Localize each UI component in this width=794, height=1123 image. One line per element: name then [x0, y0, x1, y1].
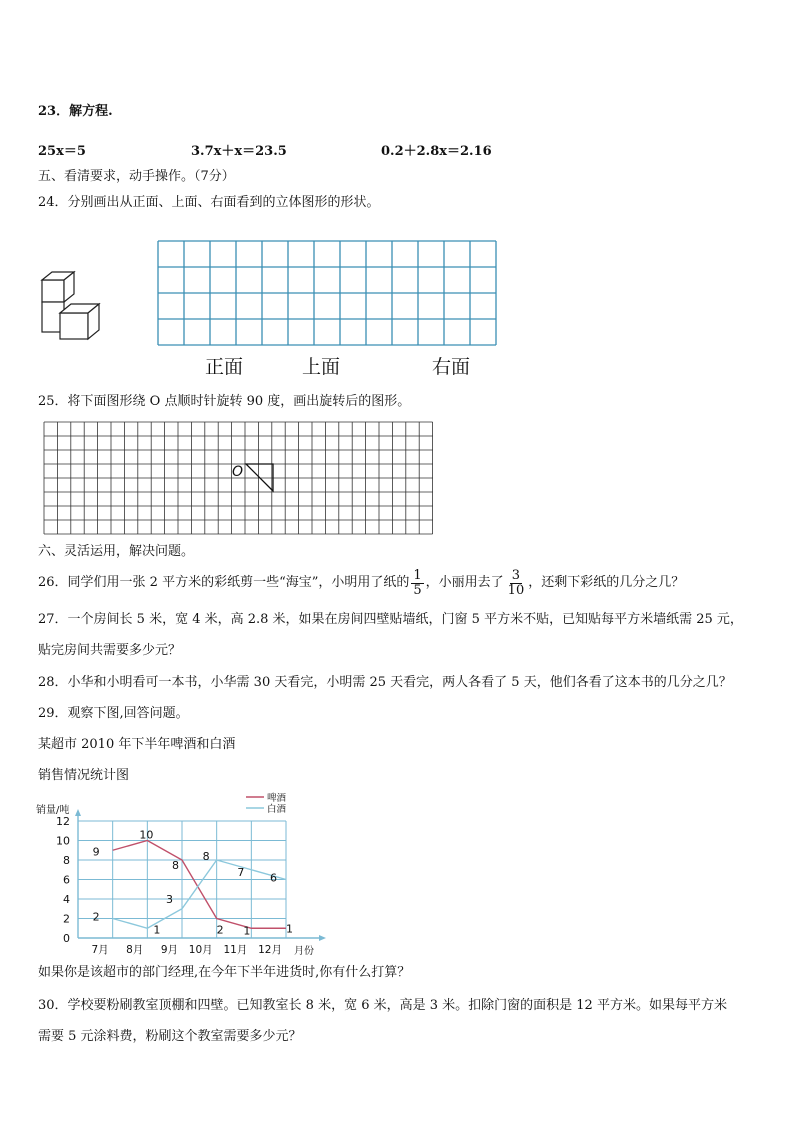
data-label: 7	[237, 865, 245, 879]
chart-y-axis-label: 销量/吨	[36, 805, 70, 816]
triangle-shape	[246, 464, 273, 491]
fraction-three-tenths	[506, 569, 527, 598]
y-tick-label: 6	[63, 873, 70, 887]
q30-line-2: 需要 5 元涂料费，粉刷这个教室需要多少元？	[38, 1029, 302, 1044]
data-label: 2	[92, 910, 100, 924]
cube-stack-figure	[38, 266, 112, 346]
q28-question: 28．小华和小明看可一本书，小华需 30 天看完，小明需 25 天看完，两人各看了 5 天，他们各看了这本书的几分之几？	[38, 675, 732, 690]
data-label: 8	[202, 850, 210, 863]
chart-grid	[78, 821, 286, 938]
fraction-1-numerator: 1	[413, 567, 422, 583]
q23-equation-2: 3.7x＋x＝23.5	[191, 144, 287, 159]
fraction-2-denominator: 10	[507, 582, 525, 598]
y-tick-label: 8	[63, 854, 70, 867]
q29-title: 29．观察下图,回答问题。	[38, 706, 189, 721]
data-label: 8	[172, 859, 179, 872]
q23-equation-3: 0.2＋2.8x＝2.16	[381, 144, 492, 159]
x-tick-label: 10月	[188, 944, 213, 956]
label-right-view: 右面	[432, 356, 471, 378]
section-6-heading: 六、灵活运用，解决问题。	[38, 544, 195, 559]
q24-drawing-grid[interactable]	[157, 240, 497, 348]
q25-title: 25．将下面图形绕 O 点顺时针旋转 90 度，画出旋转后的图形。	[38, 394, 411, 409]
q24-title: 24．分别画出从正面、上面、右面看到的立体图形的形状。	[38, 195, 380, 210]
x-tick-label: 12月	[258, 944, 282, 956]
chart-series	[93, 829, 293, 938]
q26-text-3: ，还剩下彩纸的几分之几？	[528, 575, 685, 590]
sales-line-chart	[34, 790, 344, 960]
q29-question: 如果你是该超市的部门经理,在今年下半年进货时,你有什么打算？	[38, 965, 411, 980]
q27-line-1: 27．一个房间长 5 米，宽 4 米，高 2.8 米，如果在房间四壁贴墙纸，门窗 5 平方米不贴，已知贴每平方米墙纸需 25 元，	[38, 612, 743, 627]
point-o-label: O	[232, 464, 244, 480]
chart-x-tick-labels	[91, 944, 282, 956]
y-tick-label: 4	[63, 893, 70, 906]
label-front-view: 正面	[205, 356, 244, 378]
q26-text-1: 26．同学们用一张 2 平方米的彩纸剪一些“海宝”，小明用了纸的	[38, 575, 410, 590]
y-axis-arrow	[75, 809, 81, 816]
fraction-2-numerator: 3	[511, 567, 521, 583]
data-label: 1	[153, 923, 161, 937]
y-tick-label: 2	[63, 912, 70, 926]
y-tick-label: 10	[56, 834, 70, 848]
q26-question	[38, 564, 684, 602]
q23-title: 23．解方程.	[38, 104, 113, 119]
q25-rotation-grid[interactable]	[40, 420, 434, 538]
data-label: 2	[216, 923, 224, 937]
x-tick-label: 9月	[160, 944, 178, 956]
data-label: 1	[243, 924, 251, 938]
chart-y-tick-labels	[56, 815, 70, 945]
q30-line-1: 30．学校要粉刷教室顶棚和四壁。已知教室长 8 米，宽 6 米，高是 3 米。扣除门窗的面积是 12 平方米。如果每平方米	[38, 998, 727, 1013]
chart-x-axis-label: 月份	[294, 946, 314, 957]
x-tick-label: 7月	[91, 944, 109, 956]
legend-label: 啤酒	[267, 793, 287, 804]
q26-text-2: ，小丽用去了	[425, 575, 504, 590]
section-5-heading: 五、看清要求，动手操作。（7分）	[38, 169, 235, 184]
q27-line-2: 贴完房间共需要多少元？	[38, 643, 182, 658]
chart-legend	[246, 792, 287, 815]
data-label: 9	[92, 845, 100, 859]
y-tick-label: 12	[56, 815, 70, 828]
x-tick-label: 8月	[126, 944, 144, 956]
x-tick-label: 11月	[223, 944, 248, 956]
fraction-one-fifth	[411, 569, 423, 598]
x-axis-arrow	[319, 935, 326, 941]
legend-label: 白酒	[267, 804, 287, 815]
y-tick-label: 0	[63, 932, 70, 945]
data-label: 1	[286, 922, 293, 936]
data-label: 3	[166, 892, 173, 906]
data-label: 10	[139, 828, 154, 842]
chart-caption-line-1: 某超市 2010 年下半年啤酒和白酒	[38, 737, 236, 752]
fraction-1-denominator: 5	[413, 582, 422, 598]
label-top-view: 上面	[302, 356, 341, 378]
q23-equation-1: 25x＝5	[38, 144, 86, 159]
data-label: 6	[270, 871, 277, 885]
chart-caption-line-2: 销售情况统计图	[38, 768, 130, 783]
